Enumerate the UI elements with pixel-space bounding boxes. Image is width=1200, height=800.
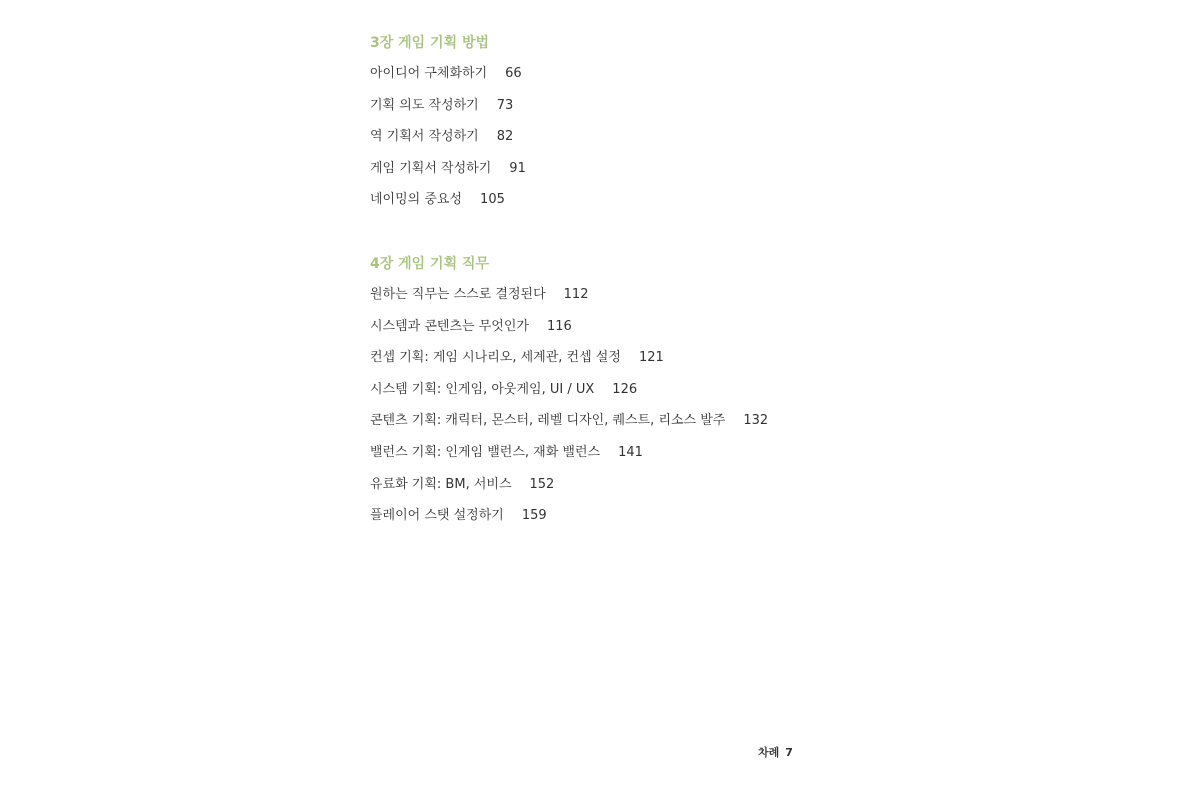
toc-entry-page: 82 [496,129,514,145]
toc-entry-page: 126 [612,381,638,397]
chapter-3-list [370,64,870,222]
toc-entry [370,127,870,159]
toc-entry-page: 159 [521,508,547,524]
toc-entry [370,380,870,412]
toc-entry [370,411,870,443]
toc-entry-title: 시스템 기획: 인게임, 아웃게임, UI / UX [370,381,595,397]
toc-entry-page: 141 [618,444,643,460]
toc-entry-title: 시스템과 콘텐츠는 무엇인가 [370,318,529,334]
toc-entry-title: 콘텐츠 기획: 캐릭터, 몬스터, 레벨 디자인, 퀘스트, 리소스 발주 [370,413,726,429]
toc-entry-page: 132 [743,413,769,429]
toc-entry [370,96,870,128]
chapter-3-section [370,33,870,222]
toc-entry-title: 유료화 기획: BM, 서비스 [370,476,512,492]
toc-entry-title: 역 기획서 작성하기 [370,129,479,145]
toc-entry-title: 원하는 직무는 스스로 결정된다 [370,287,546,302]
chapter-4-list [370,285,870,538]
toc-entry-page: 116 [546,318,572,334]
toc-entry-title: 게임 기획서 작성하기 [370,160,492,176]
chapter-4-section [370,254,870,538]
toc-entry [370,317,870,349]
toc-entry-page: 66 [505,66,522,81]
toc-entry-page: 112 [563,287,589,302]
toc-entry-page: 105 [480,192,505,208]
toc-entry-title: 밸런스 기획: 인게임 밸런스, 재화 밸런스 [370,444,601,460]
toc-entry [370,475,870,507]
toc-entry-title: 플레이어 스탯 설정하기 [370,508,504,524]
toc-entry [370,348,870,380]
toc-entry-title: 아이디어 구체화하기 [370,66,488,81]
toc-entry [370,64,870,96]
toc-entry [370,506,870,538]
page-footer [758,744,793,760]
toc-entry-page: 73 [496,97,514,113]
toc-entry-title: 기획 의도 작성하기 [370,97,479,113]
toc-entry [370,443,870,475]
toc-entry-page: 152 [529,476,555,492]
toc-entry [370,285,870,317]
toc-entry-page: 121 [638,350,664,366]
chapter-3-heading: 3장 게임 기획 방법 [370,35,490,51]
toc-entry [370,159,870,191]
toc-entry [370,190,870,222]
footer-label: 차례 [758,746,780,759]
chapter-4-heading: 4장 게임 기획 직무 [370,256,490,272]
toc-entry-page: 91 [509,160,526,176]
footer-page-number: 7 [785,746,793,759]
toc-entry-title: 컨셉 기획: 게임 시나리오, 세계관, 컨셉 설정 [370,350,621,366]
toc-entry-title: 네이밍의 중요성 [370,192,463,208]
